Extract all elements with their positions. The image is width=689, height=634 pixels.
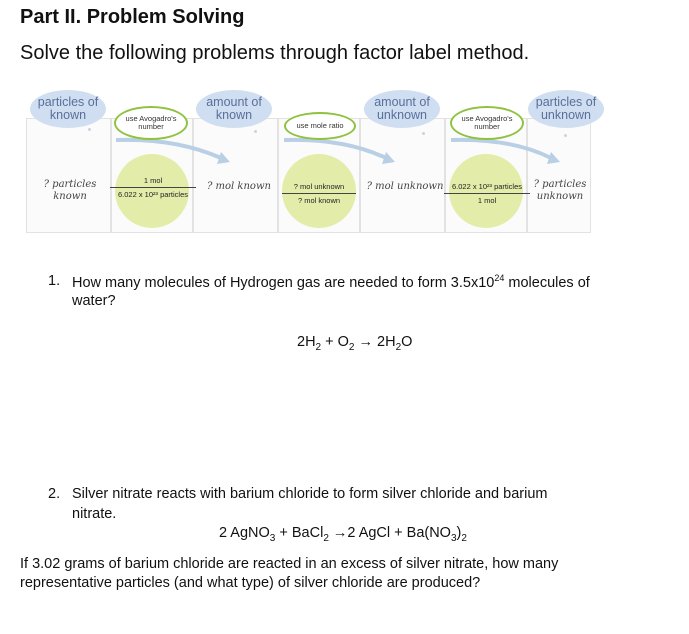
problem-1-text-line2: water? (72, 293, 116, 309)
handwritten-particles-known (32, 179, 108, 203)
text: How many molecules of Hydrogen gas are needed to form 3.5x10 (72, 274, 495, 291)
fraction-mole-ratio (282, 182, 356, 205)
question-line: representative particles (and what type) of silver chloride are produced? (20, 575, 481, 591)
fraction-denominator: 6.022 x 10²³ particles (117, 190, 189, 199)
subscript: 2 (395, 341, 402, 353)
problem-2-number: 2. (48, 486, 61, 502)
subscript: 3 (269, 532, 276, 544)
eq-part: + BaCl (275, 525, 324, 541)
fraction-avogadro-2 (444, 182, 530, 205)
hand-line: ? particles (43, 179, 97, 190)
label-amount-unknown: amount of unknown (364, 90, 440, 128)
fraction-numerator: ? mol unknown (282, 182, 356, 194)
oval-avogadro-2: use Avogadro's number (450, 106, 524, 140)
arrow-1 (116, 140, 221, 158)
eq-part: O (401, 334, 413, 350)
eq-part: 2H (297, 334, 316, 350)
fraction-denominator: 1 mol (477, 196, 497, 205)
hand-line: known (53, 191, 87, 202)
text: molecules of (504, 274, 590, 291)
eq-part: + O (321, 334, 349, 350)
problem-2-text-line2: nitrate. (72, 506, 117, 522)
problem-2-question (20, 555, 640, 593)
arrow-2 (284, 140, 386, 158)
subscript: 2 (323, 532, 329, 544)
exponent: 24 (494, 273, 505, 283)
eq-part: 2 AgNO (219, 525, 270, 541)
label-particles-unknown: particles of unknown (528, 90, 604, 128)
problem-2-text: Silver nitrate reacts with barium chloride to form silver chloride and barium (72, 486, 548, 502)
eq-part: →2 AgCl + Ba(NO (328, 525, 451, 541)
page-title: Part II. Problem Solving (20, 6, 245, 28)
instructions: Solve the following problems through factor label method. (20, 42, 530, 64)
equation-1 (297, 334, 412, 353)
subscript: 2 (461, 532, 467, 544)
hand-line: unknown (536, 191, 584, 202)
handwritten-mol-known: ? mol known (207, 181, 271, 192)
fraction-numerator: 1 mol (110, 176, 196, 188)
hand-line: ? particles (533, 179, 587, 190)
oval-avogadro-1: use Avogadro's number (114, 106, 188, 140)
eq-part: → 2H (354, 334, 396, 350)
arrow-3 (451, 140, 551, 158)
fraction-denominator: ? mol known (297, 196, 341, 205)
subscript: 3 (450, 532, 457, 544)
factor-label-diagram (26, 88, 597, 238)
label-amount-known: amount of known (196, 90, 272, 128)
handwritten-particles-unknown (532, 179, 588, 203)
label-particles-known: particles of known (30, 90, 106, 128)
handwritten-mol-unknown: ? mol unknown (366, 181, 444, 192)
problem-1-text (72, 273, 590, 291)
subscript: 2 (348, 341, 355, 353)
oval-mole-ratio: use mole ratio (284, 112, 356, 140)
subscript: 2 (315, 341, 322, 353)
question-line: If 3.02 grams of barium chloride are reacted in an excess of silver nitrate, how many (20, 556, 559, 572)
fraction-avogadro-1 (110, 176, 196, 199)
equation-2 (219, 525, 467, 544)
eq-part: ) (456, 525, 462, 541)
fraction-numerator: 6.022 x 10²³ particles (444, 182, 530, 194)
problem-1-number: 1. (48, 273, 61, 289)
